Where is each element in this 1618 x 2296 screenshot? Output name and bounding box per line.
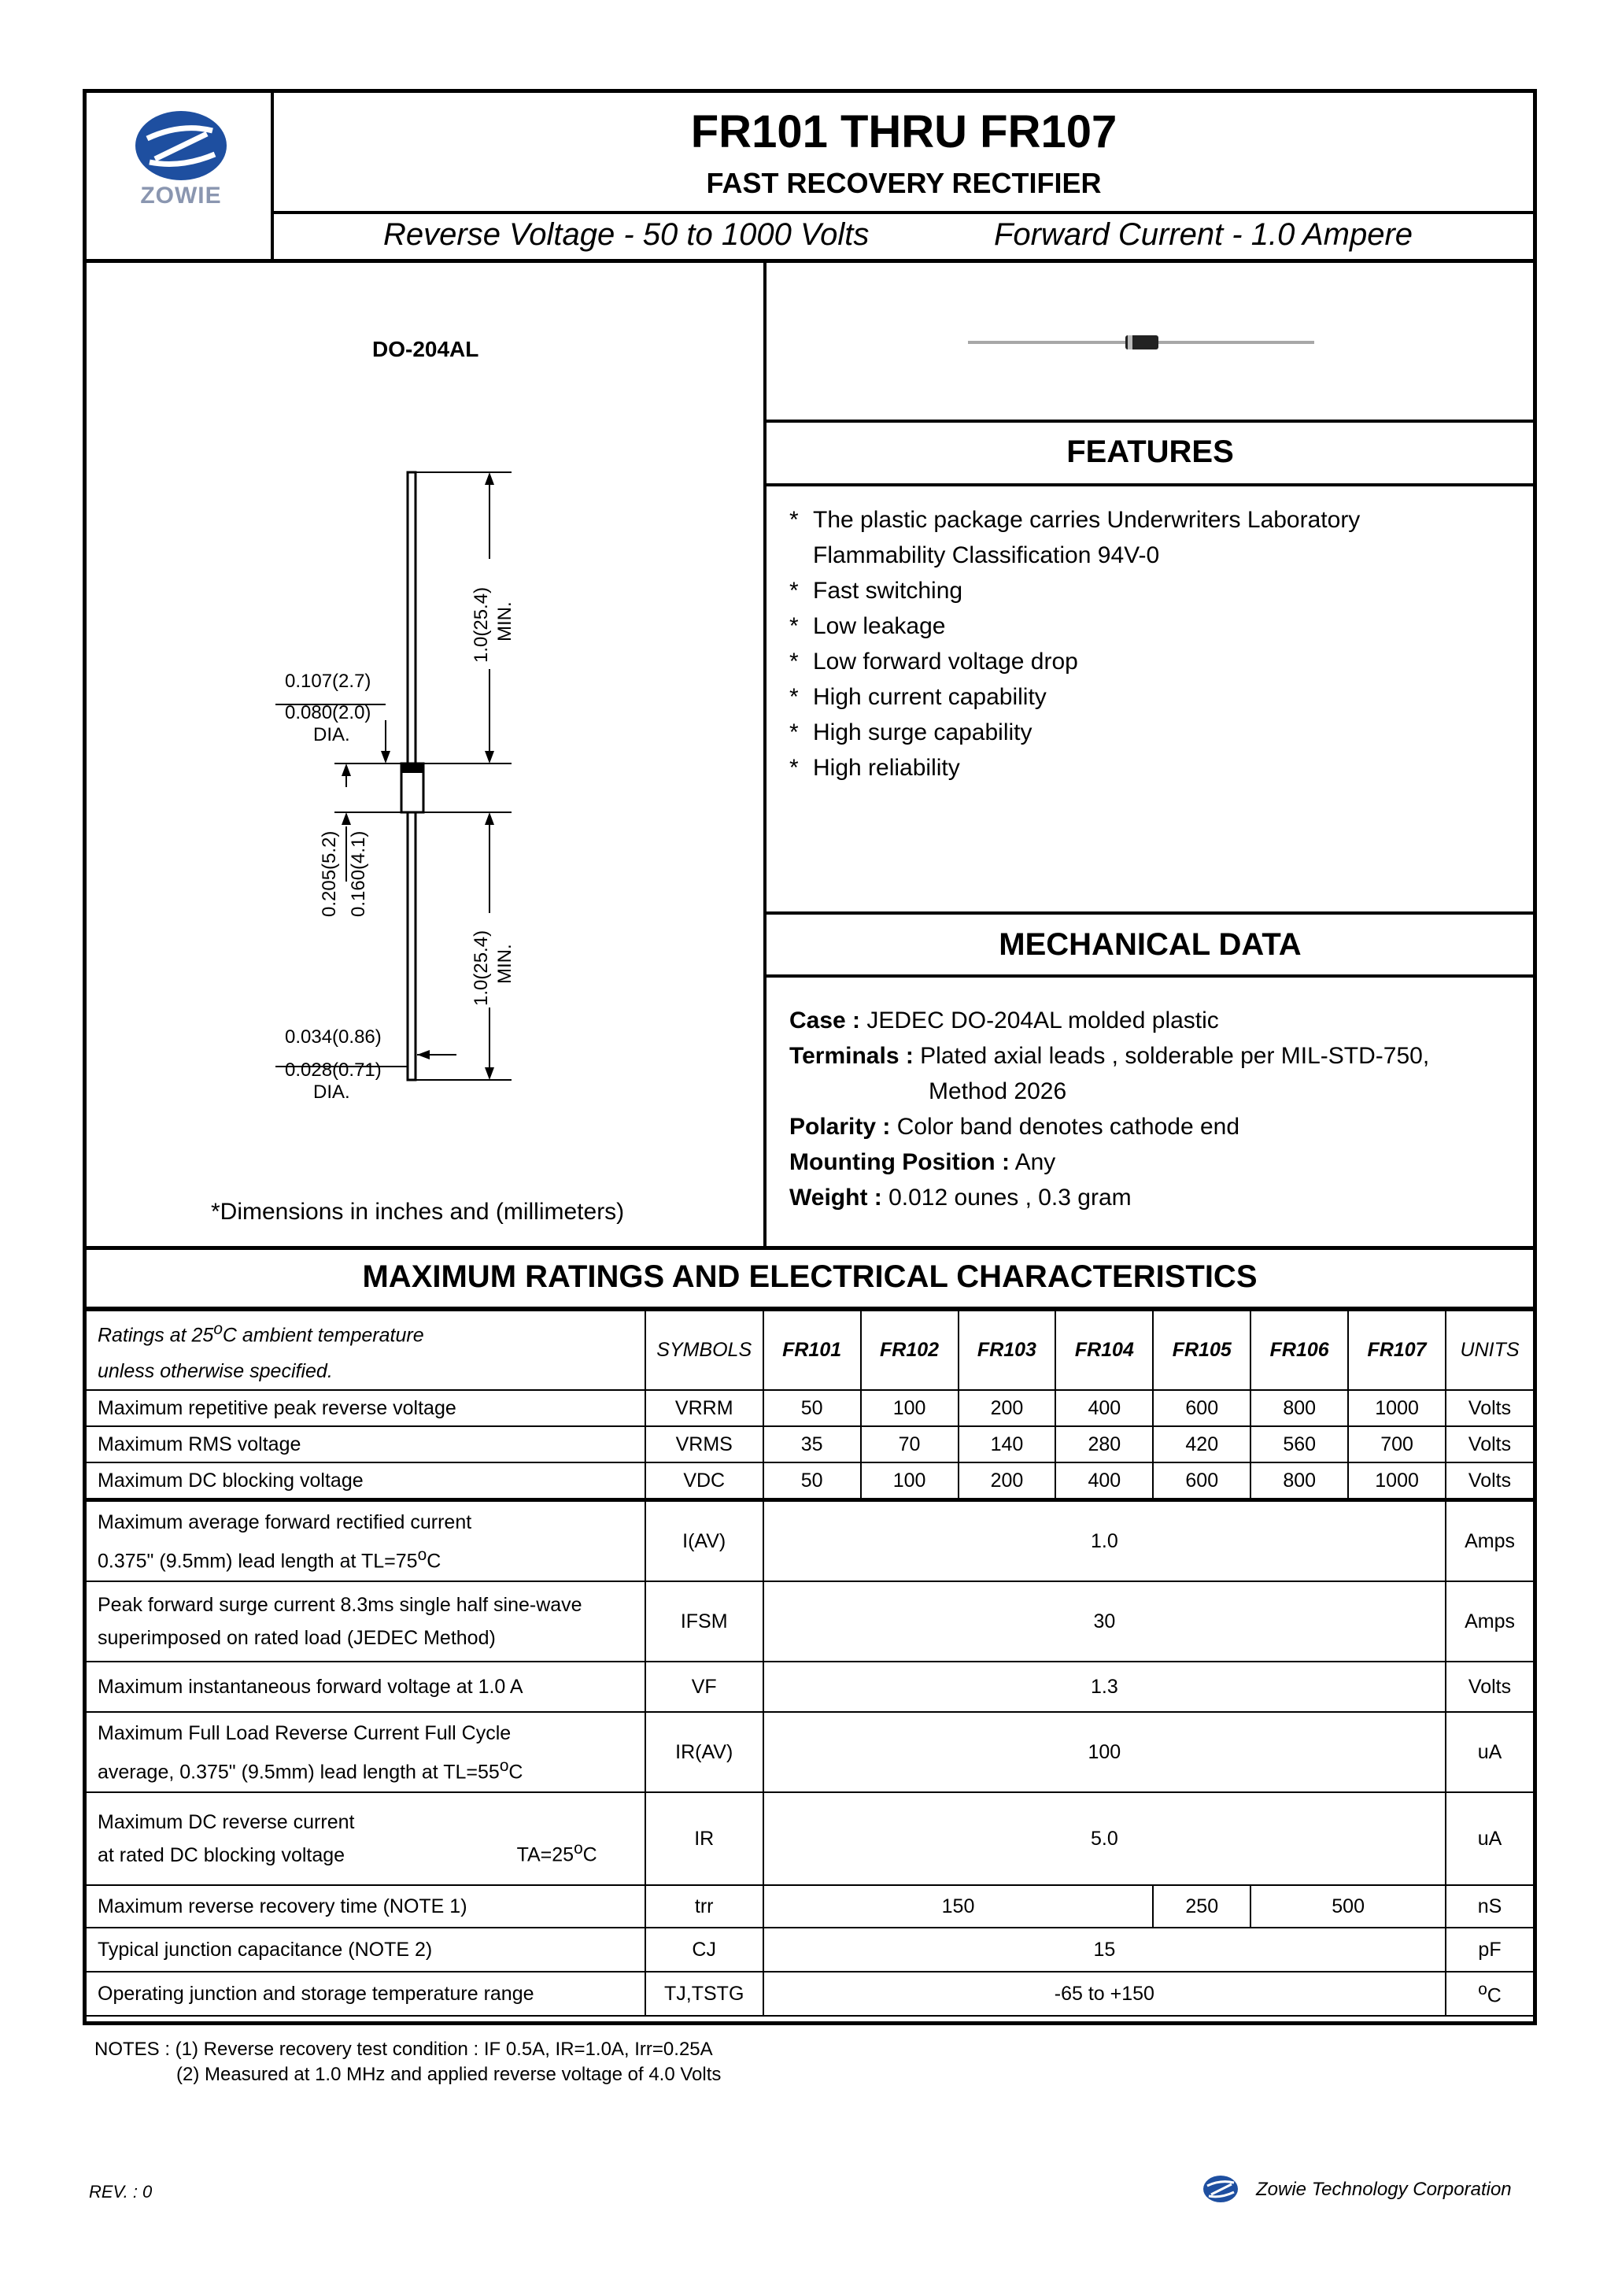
value-cell: 280	[1055, 1426, 1153, 1462]
param-cell	[86, 1712, 645, 1792]
unit-cell: uA	[1446, 1712, 1534, 1792]
symbol-cell: VRRM	[645, 1390, 763, 1426]
polarity-label: Polarity :	[789, 1114, 891, 1140]
degree-mark: o	[1478, 1980, 1487, 1999]
feature-item: High reliability	[813, 755, 960, 781]
table-row	[86, 1928, 1534, 1972]
symbol-cell: VDC	[645, 1462, 763, 1500]
symbol-cell: I(AV)	[645, 1500, 763, 1582]
value-cell: 800	[1250, 1462, 1348, 1500]
param-cell: Maximum repetitive peak reverse voltage	[86, 1390, 645, 1426]
value-cell: 1.0	[763, 1500, 1446, 1582]
unit-cell	[1446, 1972, 1534, 2016]
unit-cell: Volts	[1446, 1462, 1534, 1500]
symbols-header: SYMBOLS	[645, 1311, 763, 1390]
cond-text: unless otherwise specified.	[98, 1360, 333, 1383]
value-cell: 150	[763, 1885, 1154, 1928]
lead-dia-1: 0.034(0.86)	[285, 1026, 382, 1048]
footer-logo-icon	[1202, 2175, 1239, 2203]
top-lead-length-2: MIN.	[494, 601, 515, 641]
do204al-outline-drawing	[268, 457, 535, 1110]
mech-case	[789, 1008, 1219, 1034]
note-2: (2) Measured at 1.0 MHz and applied reverse voltage of 4.0 Volts	[176, 2064, 722, 2085]
value-cell: 400	[1055, 1462, 1153, 1500]
value-cell: 70	[861, 1426, 959, 1462]
feature-item: Low leakage	[813, 613, 946, 639]
unit-text: C	[1487, 1984, 1502, 2007]
param-cell: Operating junction and storage temperature range	[86, 1972, 645, 2016]
part-header: FR106	[1250, 1311, 1348, 1390]
mech-mounting	[789, 1149, 1055, 1176]
body-length-1: 0.205(5.2)	[319, 830, 340, 917]
mech-polarity	[789, 1114, 1239, 1141]
param-cell: Maximum reverse recovery time (NOTE 1)	[86, 1885, 645, 1928]
value-cell: 35	[763, 1426, 861, 1462]
lead-dia-3: DIA.	[313, 1081, 350, 1103]
value-cell: 200	[959, 1390, 1056, 1426]
param-line: average, 0.375" (9.5mm) lead length at TL=55	[98, 1760, 500, 1783]
feature-bullet: *	[789, 578, 799, 604]
units-header: UNITS	[1446, 1311, 1534, 1390]
param-cell	[86, 1500, 645, 1582]
table-row	[86, 1581, 1534, 1662]
value-cell: 15	[763, 1928, 1446, 1972]
middle-vertical-divider	[763, 260, 767, 1247]
middle-bottom-line	[83, 1246, 1537, 1250]
unit-cell: pF	[1446, 1928, 1534, 1972]
value-cell: 100	[861, 1390, 959, 1426]
cond-text: C	[582, 1843, 597, 1866]
value-cell: 1000	[1348, 1390, 1446, 1426]
degree-mark: o	[574, 1839, 583, 1858]
case-value: JEDEC DO-204AL molded plastic	[860, 1008, 1219, 1033]
part-header: FR107	[1348, 1311, 1446, 1390]
body-dia-2: 0.080(2.0)	[285, 702, 371, 723]
table-row	[86, 1972, 1534, 2016]
value-cell: 50	[763, 1462, 861, 1500]
table-row	[86, 1712, 1534, 1792]
value-cell: 400	[1055, 1390, 1153, 1426]
table-row	[86, 1426, 1534, 1462]
case-label: Case :	[789, 1008, 861, 1033]
value-cell: 1.3	[763, 1662, 1446, 1712]
features-heading-line	[763, 483, 1537, 486]
terminals-label: Terminals :	[789, 1043, 914, 1069]
param-cell	[86, 1581, 645, 1662]
param-line: C	[427, 1549, 441, 1572]
table-row	[86, 1390, 1534, 1426]
part-header: FR101	[763, 1311, 861, 1390]
symbol-cell: IR	[645, 1792, 763, 1885]
conditions-cell	[86, 1311, 645, 1390]
symbol-cell: CJ	[645, 1928, 763, 1972]
ratings-heading: MAXIMUM RATINGS AND ELECTRICAL CHARACTERISTICS	[362, 1259, 1258, 1294]
table-header-row	[86, 1311, 1534, 1390]
param-line: at rated DC blocking voltage	[98, 1844, 345, 1867]
dimensions-note: *Dimensions in inches and (millimeters)	[211, 1199, 625, 1225]
value-cell: -65 to +150	[763, 1972, 1446, 2016]
features-heading: FEATURES	[1066, 434, 1234, 469]
ir-condition	[517, 1832, 597, 1871]
symbol-cell: IR(AV)	[645, 1712, 763, 1792]
company-name: Zowie Technology Corporation	[1256, 2179, 1512, 2200]
symbol-cell: trr	[645, 1885, 763, 1928]
feature-item: The plastic package carries Underwriters Laboratory	[813, 507, 1361, 533]
header-bottom-line	[83, 259, 1537, 263]
reverse-voltage-spec: Reverse Voltage - 50 to 1000 Volts	[383, 217, 870, 252]
features-top-line	[763, 420, 1537, 423]
param-line: Maximum average forward rectified current	[98, 1510, 472, 1533]
title-divider	[271, 211, 1537, 214]
value-cell: 560	[1250, 1426, 1348, 1462]
forward-current-spec: Forward Current - 1.0 Ampere	[994, 217, 1413, 252]
mech-terminals-2: Method 2026	[929, 1078, 1067, 1104]
symbol-cell: VF	[645, 1662, 763, 1712]
mech-heading-line	[763, 974, 1537, 978]
table-row	[86, 1662, 1534, 1712]
diode-photo	[968, 331, 1314, 354]
weight-label: Weight :	[789, 1185, 882, 1211]
mech-weight	[789, 1185, 1132, 1211]
zowie-globe-icon	[130, 110, 232, 181]
param-cell: Maximum instantaneous forward voltage at 1.0 A	[86, 1662, 645, 1712]
package-name: DO-204AL	[372, 337, 479, 361]
revision: REV. : 0	[89, 2182, 153, 2202]
value-cell: 50	[763, 1390, 861, 1426]
weight-value: 0.012 ounes , 0.3 gram	[881, 1185, 1132, 1211]
feature-item: Flammability Classification 94V-0	[813, 542, 1160, 568]
unit-cell: nS	[1446, 1885, 1534, 1928]
degree-mark: o	[213, 1320, 223, 1338]
value-cell: 600	[1153, 1390, 1250, 1426]
unit-cell: Amps	[1446, 1581, 1534, 1662]
param-cell: Typical junction capacitance (NOTE 2)	[86, 1928, 645, 1972]
page-subtitle: FAST RECOVERY RECTIFIER	[706, 167, 1102, 199]
part-header: FR102	[861, 1311, 959, 1390]
mounting-label: Mounting Position :	[789, 1149, 1010, 1175]
value-cell: 500	[1250, 1885, 1446, 1928]
feature-item: High current capability	[813, 684, 1047, 710]
table-row	[86, 1792, 1534, 1885]
feature-bullet: *	[789, 719, 799, 745]
feature-item: Low forward voltage drop	[813, 649, 1078, 675]
value-cell: 250	[1153, 1885, 1250, 1928]
unit-cell: uA	[1446, 1792, 1534, 1885]
degree-mark: o	[499, 1756, 509, 1775]
cond-text: Ratings at 25	[98, 1324, 214, 1347]
feature-bullet: *	[789, 755, 799, 781]
unit-cell: Amps	[1446, 1500, 1534, 1582]
table-row	[86, 1500, 1534, 1582]
bottom-lead-length-1: 1.0(25.4)	[471, 930, 492, 1006]
mechanical-heading: MECHANICAL DATA	[999, 927, 1302, 962]
feature-item: Fast switching	[813, 578, 963, 604]
value-cell: 100	[861, 1462, 959, 1500]
param-line: Peak forward surge current 8.3ms single half sine-wave	[98, 1594, 582, 1617]
value-cell: 5.0	[763, 1792, 1446, 1885]
symbol-cell: IFSM	[645, 1581, 763, 1662]
part-header: FR105	[1153, 1311, 1250, 1390]
body-dia-1: 0.107(2.7)	[285, 671, 371, 692]
lead-dia-2: 0.028(0.71)	[285, 1059, 382, 1081]
mounting-value: Any	[1009, 1149, 1056, 1175]
param-line: superimposed on rated load (JEDEC Method)	[98, 1627, 496, 1650]
param-line: C	[508, 1760, 523, 1783]
table-row	[86, 1462, 1534, 1500]
unit-cell: Volts	[1446, 1662, 1534, 1712]
mech-terminals	[789, 1043, 1429, 1070]
note-1: NOTES : (1) Reverse recovery test condition : IF 0.5A, IR=1.0A, Irr=0.25A	[94, 2039, 713, 2060]
cond-text: TA=25	[516, 1843, 574, 1866]
feature-item: High surge capability	[813, 719, 1032, 745]
bottom-lead-length-2: MIN.	[494, 944, 515, 984]
unit-cell: Volts	[1446, 1390, 1534, 1426]
unit-cell: Volts	[1446, 1426, 1534, 1462]
value-cell: 700	[1348, 1426, 1446, 1462]
param-line: Maximum Full Load Reverse Current Full Cycle	[98, 1721, 512, 1744]
top-lead-length-1: 1.0(25.4)	[471, 586, 492, 663]
degree-mark: o	[417, 1545, 427, 1564]
feature-bullet: *	[789, 613, 799, 639]
part-header: FR104	[1055, 1311, 1153, 1390]
polarity-value: Color band denotes cathode end	[890, 1114, 1240, 1140]
terminals-value: Plated axial leads , solderable per MIL-STD-750,	[913, 1043, 1430, 1069]
param-line: Maximum DC reverse current	[98, 1811, 355, 1834]
param-cell: Maximum DC blocking voltage	[86, 1462, 645, 1500]
param-line: 0.375" (9.5mm) lead length at TL=75	[98, 1549, 418, 1572]
ratings-table	[85, 1310, 1535, 2017]
param-cell	[86, 1792, 645, 1885]
cond-text: C ambient temperature	[222, 1324, 424, 1347]
value-cell: 140	[959, 1426, 1056, 1462]
mech-top-line	[763, 911, 1537, 915]
value-cell: 100	[763, 1712, 1446, 1792]
param-cell: Maximum RMS voltage	[86, 1426, 645, 1462]
feature-bullet: *	[789, 684, 799, 710]
value-cell: 1000	[1348, 1462, 1446, 1500]
feature-bullet: *	[789, 507, 799, 533]
logo-text: ZOWIE	[140, 183, 222, 209]
body-dia-3: DIA.	[313, 724, 350, 745]
feature-bullet: *	[789, 649, 799, 675]
value-cell: 30	[763, 1581, 1446, 1662]
symbol-cell: TJ,TSTG	[645, 1972, 763, 2016]
value-cell: 800	[1250, 1390, 1348, 1426]
value-cell: 200	[959, 1462, 1056, 1500]
value-cell: 420	[1153, 1426, 1250, 1462]
page-title: FR101 THRU FR107	[690, 106, 1117, 157]
symbol-cell: VRMS	[645, 1426, 763, 1462]
part-header: FR103	[959, 1311, 1056, 1390]
body-length-2: 0.160(4.1)	[348, 830, 369, 917]
zowie-logo	[130, 110, 232, 209]
value-cell: 600	[1153, 1462, 1250, 1500]
table-row	[86, 1885, 1534, 1928]
